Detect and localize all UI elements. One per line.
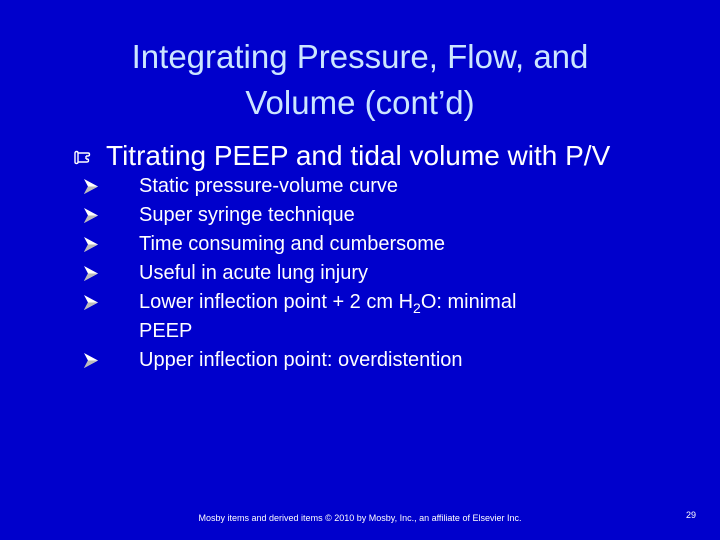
copyright-footer: Mosby items and derived items © 2010 by Mosby, Inc., an affiliate of Elsevier Inc.	[198, 513, 522, 523]
list-item	[84, 230, 644, 259]
list-item-text: Static pressure-volume curve	[139, 175, 398, 197]
list-item	[84, 346, 644, 375]
main-bullet-text: Titrating PEEP and tidal volume with P/V	[106, 140, 611, 171]
sub-bullet-list	[84, 172, 644, 375]
slide-title	[60, 34, 660, 126]
arrow-bullet-icon	[84, 266, 98, 281]
list-item-text: Super syringe technique	[139, 204, 355, 226]
list-item	[84, 201, 644, 230]
slide-title-line-2: Volume (cont’d)	[245, 84, 475, 121]
subscript-2: 2	[413, 300, 421, 316]
list-item	[84, 288, 644, 346]
arrow-bullet-icon	[84, 179, 98, 194]
slide-title-line-1: Integrating Pressure, Flow, and	[131, 38, 589, 75]
list-item-text-after: O: minimal	[420, 291, 517, 313]
arrow-bullet-icon	[84, 295, 98, 310]
arrow-bullet-icon	[84, 353, 98, 368]
list-item-text: Upper inflection point: overdistention	[139, 349, 463, 371]
arrow-bullet-icon	[84, 208, 98, 223]
list-item-continuation: PEEP	[139, 320, 193, 342]
page-number: 29	[685, 510, 696, 520]
list-item-text: Time consuming and cumbersome	[139, 233, 446, 255]
scroll-bullet-icon	[72, 150, 92, 166]
list-item	[84, 259, 644, 288]
list-item	[84, 172, 644, 201]
list-item-text-before: Lower inflection point + 2 cm H	[139, 291, 414, 313]
arrow-bullet-icon	[84, 237, 98, 252]
list-item-text: Useful in acute lung injury	[139, 262, 369, 284]
